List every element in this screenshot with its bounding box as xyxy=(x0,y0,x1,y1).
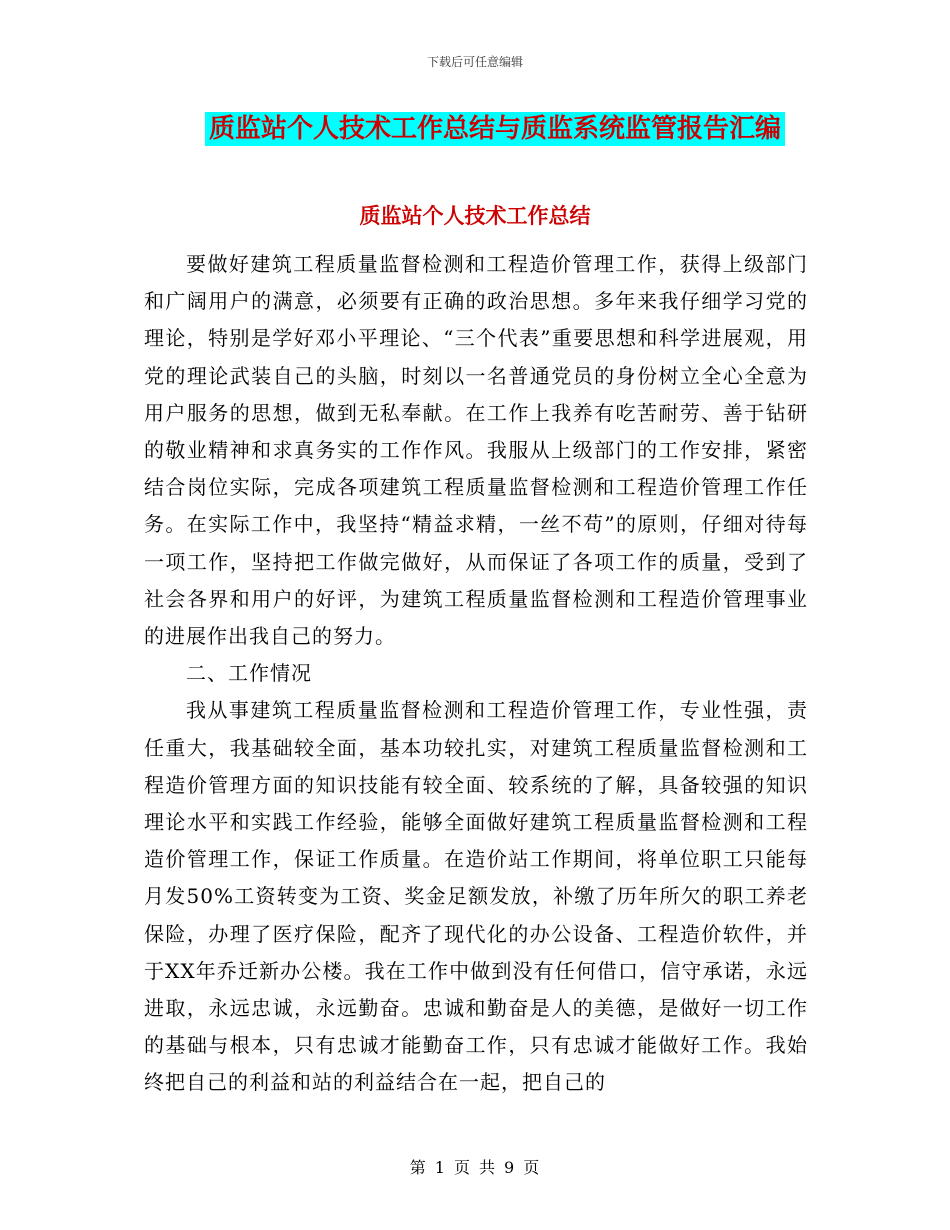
page-footer xyxy=(0,1155,950,1178)
page-total-prefix: 共 xyxy=(479,1158,497,1177)
page-current: 1 xyxy=(434,1158,446,1177)
page-total: 9 xyxy=(504,1158,516,1177)
paragraph: 要做好建筑工程质量监督检测和工程造价管理工作，获得上级部门和广阔用户的满意，必须要有正确的政治思想。多年来我仔细学习党的理论，特别是学好邓小平理论、“三个代表”重要思想和科学进展观，用党的理论武装自己的头脑，时刻以一名普通党员的身份树立全心全意为用户服务的思想，做到无私奉献。在工作上我养有吃苦耐劳、善于钻研的敬业精神和求真务实的工作作风。我服从上级部门的工作安排，紧密结合岗位实际，完成各项建筑工程质量监督检测和工程造价管理工作任务。在实际工作中，我坚持“精益求精，一丝不苟”的原则，仔细对待每一项工作，坚持把工作做完做好，从而保证了各项工作的质量，受到了社会各界和用户的好评，为建筑工程质量监督检测和工程造价管理事业的进展作出我自己的努力。 xyxy=(144,252,808,649)
document-body xyxy=(144,246,808,1102)
page-label-prefix: 第 xyxy=(409,1158,427,1177)
page-label-suffix: 页 xyxy=(523,1158,541,1177)
header-note: 下载后可任意编辑 xyxy=(426,55,523,69)
document-title: 质监站个人技术工作总结与质监系统监管报告汇编 xyxy=(205,112,785,146)
paragraph: 我从事建筑工程质量监督检测和工程造价管理工作，专业性强，责任重大，我基础较全面，基本功较扎实，对建筑工程质量监督检测和工程造价管理方面的知识技能有较全面、较系统的了解，具备较强的知识理论水平和实践工作经验，能够全面做好建筑工程质量监督检测和工程造价管理工作，保证工作质量。在造价站工作期间，将单位职工只能每月发50%工资转变为工资、奖金足额发放，补缴了历年所欠的职工养老保险，办理了医疗保险，配齐了现代化的办公设备、工程造价软件，并于XX年乔迁新办公楼。我在工作中做到没有任何借口，信守承诺，永远进取，永远忠诚，永远勤奋。忠诚和勤奋是人的美德，是做好一切工作的基础与根本，只有忠诚才能勤奋工作，只有忠诚才能做好工作。我始终把自己的利益和站的利益结合在一起，把自己的 xyxy=(144,698,808,1095)
page-label-mid: 页 xyxy=(453,1158,471,1177)
section-title: 质监站个人技术工作总结 xyxy=(359,204,591,228)
paragraph-heading: 二、工作情况 xyxy=(186,661,312,686)
